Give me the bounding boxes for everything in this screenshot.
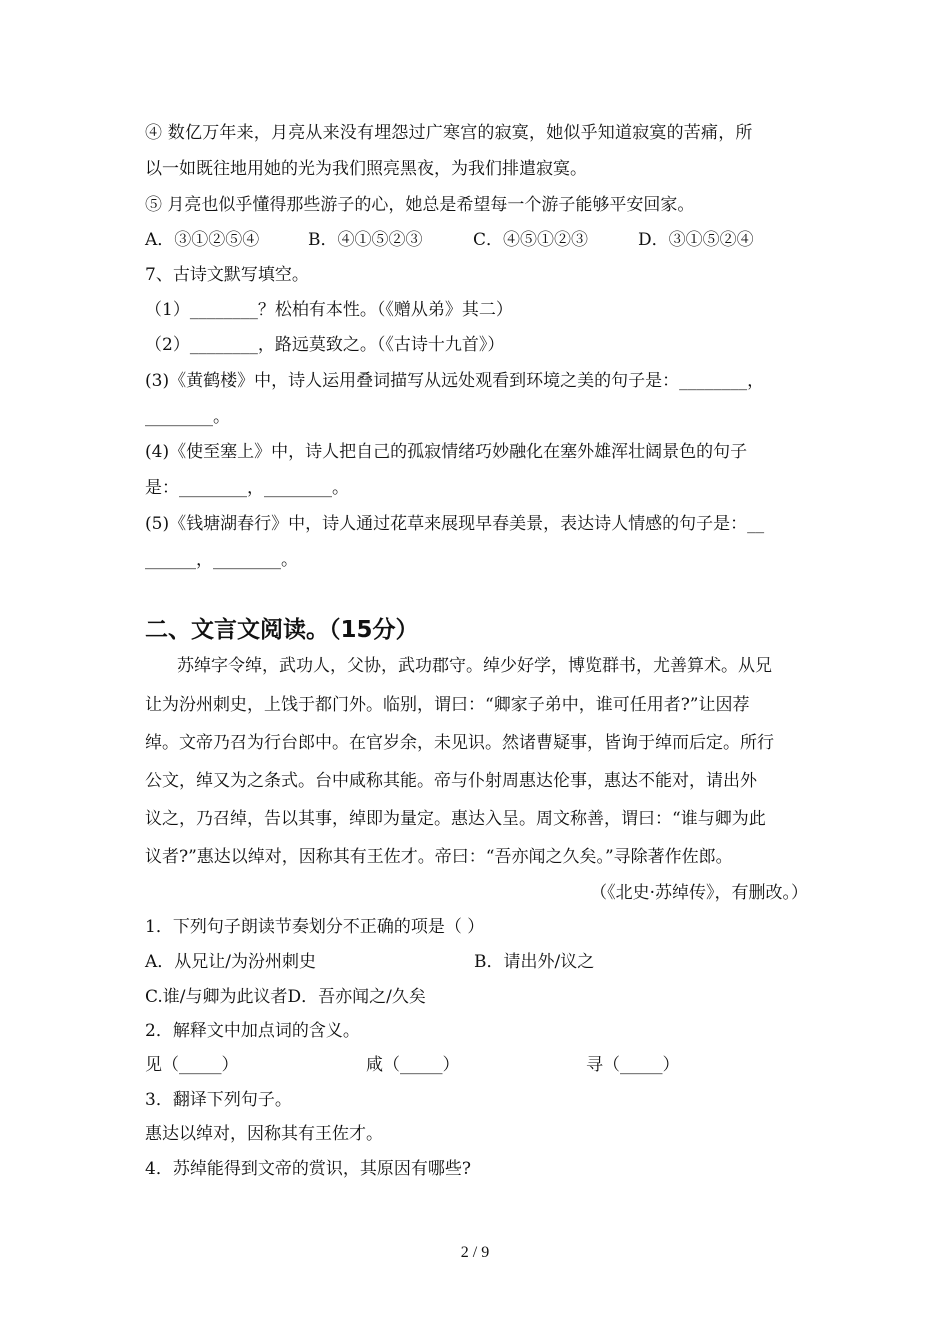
text-line: (5)《钱塘湖春行》中，诗人通过花草来展现早春美景，表达诗人情感的句子是：__ xyxy=(145,514,765,534)
option-c: C．④⑤①②③ xyxy=(473,230,589,250)
text-line: ④ 数亿万年来，月亮从来没有埋怨过广寒宫的寂寞，她似乎知道寂寞的苦痛，所 xyxy=(145,123,753,143)
section-heading: 二、文言文阅读。（15分） xyxy=(145,617,419,643)
question-1: 1．下列句子朗读节奏划分不正确的项是（ ） xyxy=(145,917,485,937)
option-a: A．③①②⑤④ xyxy=(145,230,260,250)
text-line: 以一如既往地用她的光为我们照亮黑夜，为我们排遣寂寞。 xyxy=(145,159,587,179)
question-3: 3．翻译下列句子。 xyxy=(145,1090,292,1110)
passage-line: 让为汾州刺史，上饯于都门外。临别，谓曰：“卿家子弟中，谁可任用者?”让因荐 xyxy=(145,695,750,715)
q1-option-b: B．请出外/议之 xyxy=(474,952,595,972)
question-2: 2．解释文中加点词的含义。 xyxy=(145,1021,360,1041)
q1-option-a: A．从兄让/为汾州刺史 xyxy=(145,952,317,972)
q2-blank-xian: 咸（_____） xyxy=(366,1055,460,1075)
text-line: 是：________，________。 xyxy=(145,478,349,498)
q1-options-cd: C.谁/与卿为此议者D．吾亦闻之/久矣 xyxy=(145,987,426,1007)
text-line: (3)《黄鹤楼》中，诗人运用叠词描写从远处观看到环境之美的句子是：________， xyxy=(145,371,765,391)
passage-line: 绰。文帝乃召为行台郎中。在官岁余，未见识。然诸曹疑事，皆询于绰而后定。所行 xyxy=(145,733,774,753)
passage-source: （《北史·苏绰传》，有删改。） xyxy=(590,883,808,903)
passage-line: 议之，乃召绰，告以其事，绰即为量定。惠达入呈。周文称善，谓曰：“谁与卿为此 xyxy=(145,809,766,829)
text-line: ________。 xyxy=(145,407,230,427)
passage-line: 议者?”惠达以绰对，因称其有王佐才。帝曰：“吾亦闻之久矣。”寻除著作佐郎。 xyxy=(145,847,733,867)
passage-line: 公文，绰又为之条式。台中咸称其能。帝与仆射周惠达伦事，惠达不能对，请出外 xyxy=(145,771,757,791)
question-title: 7、古诗文默写填空。 xyxy=(145,265,309,285)
q2-blank-xun: 寻（_____） xyxy=(586,1055,680,1075)
passage-line: 苏绰字令绰，武功人，父协，武功郡守。绰少好学，博览群书，尤善算术。从兄 xyxy=(177,656,772,676)
text-line: ⑤ 月亮也似乎懂得那些游子的心，她总是希望每一个游子能够平安回家。 xyxy=(145,195,695,215)
text-line: (4)《使至塞上》中，诗人把自己的孤寂情绪巧妙融化在塞外雄浑壮阔景色的句子 xyxy=(145,442,748,462)
page-number: 2 / 9 xyxy=(460,1244,490,1261)
q3-sentence: 惠达以绰对，因称其有王佐才。 xyxy=(145,1124,383,1144)
text-line: （1）________？松柏有本性。（《赠从弟》其二） xyxy=(145,300,513,320)
text-line: （2）________，路远莫致之。（《古诗十九首》） xyxy=(145,335,505,355)
option-b: B．④①⑤②③ xyxy=(308,230,423,250)
question-4: 4．苏绰能得到文帝的赏识，其原因有哪些? xyxy=(145,1159,471,1179)
q2-blank-jian: 见（_____） xyxy=(145,1055,239,1075)
option-d: D．③①⑤②④ xyxy=(638,230,754,250)
text-line: ______，________。 xyxy=(145,550,298,570)
